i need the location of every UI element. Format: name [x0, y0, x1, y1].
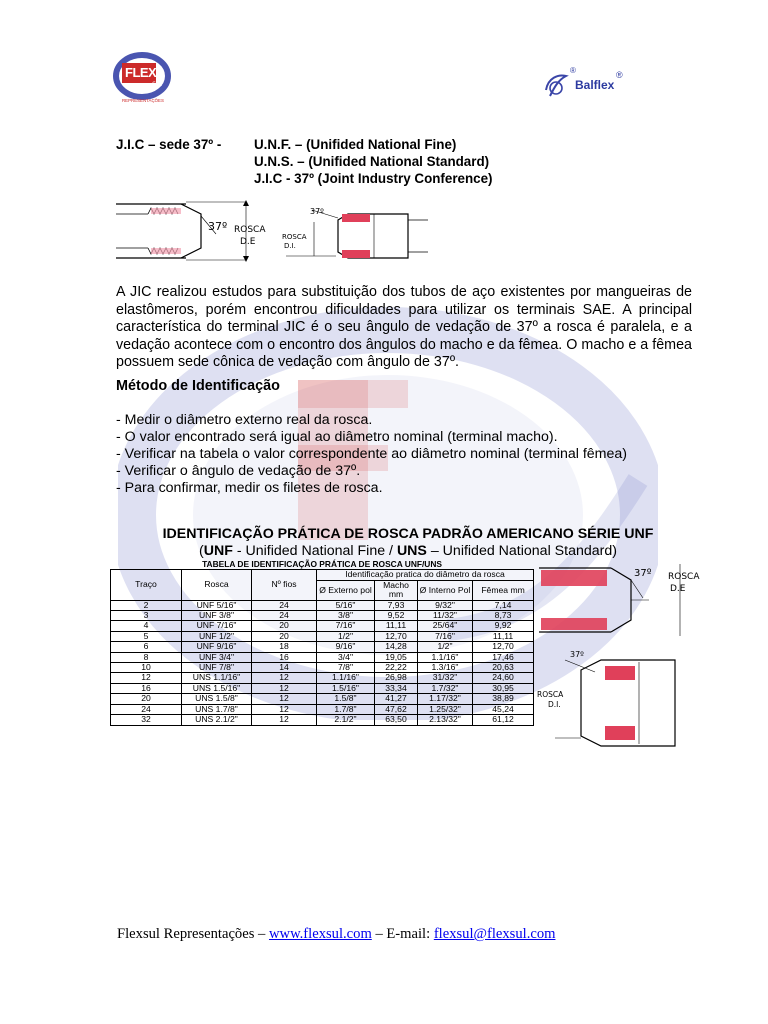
balflex-emblem-registered-mark: ®	[570, 66, 576, 75]
cell-fios: 24	[252, 611, 317, 621]
table-subtitle-uns: UNS	[396, 543, 427, 559]
identification-steps-list	[116, 412, 627, 497]
table-row	[111, 611, 534, 621]
cell-femea: 24,60	[473, 673, 534, 683]
table-row	[111, 715, 534, 725]
cell-externo: 1/2"	[317, 631, 375, 641]
flexsul-logo-text: FLEX	[125, 65, 157, 80]
cell-externo: 7/8"	[317, 663, 375, 673]
cell-interno: 31/32"	[418, 673, 473, 683]
cell-femea: 17,46	[473, 652, 534, 662]
cell-traco: 8	[111, 652, 182, 662]
table-subtitle-mid1: - Unifided National Fine /	[232, 543, 397, 559]
cell-fios: 12	[252, 704, 317, 714]
cell-femea: 38,89	[473, 694, 534, 704]
cell-interno: 1/2"	[418, 642, 473, 652]
cell-traco: 5	[111, 631, 182, 641]
cell-interno: 1.7/32"	[418, 683, 473, 693]
diagram-rosca-label: ROSCA	[234, 225, 266, 235]
balflex-logo-text: Balflex	[575, 78, 615, 92]
header-macho: Macho mm	[375, 580, 418, 600]
cell-interno: 9/32"	[418, 600, 473, 610]
cell-interno: 1.3/16"	[418, 663, 473, 673]
table-subtitle-unf: UNF	[203, 543, 233, 559]
cell-traco: 16	[111, 683, 182, 693]
table-title: IDENTIFICAÇÃO PRÁTICA DE ROSCA PADRÃO AMERICANO SÉRIE UNF	[162, 526, 654, 542]
cell-macho: 33,34	[375, 683, 418, 693]
cell-traco: 20	[111, 694, 182, 704]
cell-rosca: UNF 3/4"	[182, 652, 252, 662]
cell-macho: 47,62	[375, 704, 418, 714]
cell-traco: 3	[111, 611, 182, 621]
balflex-logo	[540, 68, 640, 104]
unf-identification-table	[110, 560, 534, 726]
table-row	[111, 642, 534, 652]
page-footer	[117, 926, 555, 943]
cell-fios: 18	[252, 642, 317, 652]
table-row	[111, 683, 534, 693]
cell-externo: 3/4"	[317, 652, 375, 662]
cell-rosca: UNS 1.5/16"	[182, 683, 252, 693]
table-subtitle	[110, 543, 706, 559]
cell-traco: 32	[111, 715, 182, 725]
cell-macho: 9,52	[375, 611, 418, 621]
cell-externo: 1.5/8"	[317, 694, 375, 704]
cell-externo: 2.1/2"	[317, 715, 375, 725]
cell-externo: 1.5/16"	[317, 683, 375, 693]
cell-fios: 14	[252, 663, 317, 673]
cell-macho: 63,50	[375, 715, 418, 725]
header-rosca: Rosca	[182, 570, 252, 600]
cell-traco: 24	[111, 704, 182, 714]
table-row	[111, 704, 534, 714]
footer-website-link[interactable]: www.flexsul.com	[268, 926, 372, 942]
cell-fios: 12	[252, 683, 317, 693]
jic-heading-line: U.N.S. – (Unifided National Standard)	[254, 154, 490, 169]
flexsul-logo	[112, 52, 176, 104]
cell-fios: 12	[252, 694, 317, 704]
flexsul-logo-script: sul	[152, 78, 163, 88]
footer-prefix: Flexsul Representações –	[117, 926, 269, 942]
cell-femea: 7,14	[473, 600, 534, 610]
cell-externo: 7/16"	[317, 621, 375, 631]
cell-macho: 22,22	[375, 663, 418, 673]
table-header-row	[111, 570, 534, 580]
cell-rosca: UNF 9/16"	[182, 642, 252, 652]
footer-email-link[interactable]: flexsul@flexsul.com	[433, 926, 556, 942]
side-de-label: D.E	[670, 584, 686, 594]
step-item: - Para confirmar, medir os filetes de rosca.	[116, 480, 383, 496]
balflex-registered-mark: ®	[616, 70, 623, 80]
cell-femea: 9,92	[473, 621, 534, 631]
balflex-emblem-icon	[540, 68, 574, 100]
cell-fios: 12	[252, 673, 317, 683]
cell-fios: 12	[252, 715, 317, 725]
diagram-di-label: D.I.	[284, 242, 296, 250]
jic-heading-definitions	[254, 136, 493, 187]
table-row	[111, 663, 534, 673]
cell-fios: 24	[252, 600, 317, 610]
cell-macho: 26,98	[375, 673, 418, 683]
cell-traco: 2	[111, 600, 182, 610]
cell-externo: 9/16"	[317, 642, 375, 652]
cell-interno: 1.1/16"	[418, 652, 473, 662]
side-di-label: D.I.	[548, 700, 561, 709]
cell-externo: 3/8"	[317, 611, 375, 621]
cell-femea: 30,95	[473, 683, 534, 693]
cell-rosca: UNF 7/8"	[182, 663, 252, 673]
cell-traco: 4	[111, 621, 182, 631]
cell-macho: 7,93	[375, 600, 418, 610]
cell-macho: 12,70	[375, 631, 418, 641]
step-item: - Medir o diâmetro externo real da rosca.	[116, 412, 373, 428]
cell-fios: 20	[252, 621, 317, 631]
side-rosca-label: ROSCA	[668, 572, 700, 582]
cell-femea: 20,63	[473, 663, 534, 673]
header-femea: Fêmea mm	[473, 580, 534, 600]
cell-interno: 2.13/32"	[418, 715, 473, 725]
cell-rosca: UNS 1.1/16"	[182, 673, 252, 683]
cell-femea: 8,73	[473, 611, 534, 621]
table-caption-row	[111, 560, 534, 570]
cell-externo: 1.7/8"	[317, 704, 375, 714]
table-row	[111, 673, 534, 683]
table-row	[111, 631, 534, 641]
diagram-angle-label: 37º	[208, 220, 228, 233]
cell-macho: 14,28	[375, 642, 418, 652]
metodo-title: Método de Identificação	[116, 378, 280, 394]
table-subtitle-mid2: – Unifided National Standard)	[426, 543, 617, 559]
step-item: - Verificar o ângulo de vedação de 37º.	[116, 463, 361, 479]
cell-traco: 12	[111, 673, 182, 683]
cell-interno: 25/64"	[418, 621, 473, 631]
cell-externo: 1.1/16"	[317, 673, 375, 683]
cell-macho: 41,27	[375, 694, 418, 704]
cell-rosca: UNF 1/2"	[182, 631, 252, 641]
cell-rosca: UNF 3/8"	[182, 611, 252, 621]
diagram-rosca2-label: ROSCA	[282, 233, 307, 241]
header-fios: Nº fios	[252, 570, 317, 600]
table-subtitle-open: (	[199, 543, 204, 559]
cell-interno: 1.17/32"	[418, 694, 473, 704]
cell-interno: 7/16"	[418, 631, 473, 641]
cell-rosca: UNS 2.1/2"	[182, 715, 252, 725]
diagram-de-label: D.E	[240, 237, 256, 247]
jic-description-paragraph: A JIC realizou estudos para substituição dos tubos de aço existentes por mangueiras de elastômeros, porém encontrou dificuldades para utilizar os terminais SAE. A principal característica do terminal JIC é o seu ângulo de vedação de 37º a rosca é paralela, e a vedação acontece com o encontro dos ângulos do macho e da fêmea. O macho e a fêmea possuem sede cônica de vedação com ângulo de 37º.	[116, 284, 692, 370]
header-traco: Traço	[111, 570, 182, 600]
cell-femea: 45,24	[473, 704, 534, 714]
cell-fios: 16	[252, 652, 317, 662]
cell-traco: 6	[111, 642, 182, 652]
cell-rosca: UNS 1.5/8"	[182, 694, 252, 704]
cell-fios: 20	[252, 631, 317, 641]
cell-traco: 10	[111, 663, 182, 673]
table-row	[111, 694, 534, 704]
table-row	[111, 652, 534, 662]
table-row	[111, 600, 534, 610]
cell-externo: 5/16"	[317, 600, 375, 610]
step-item: - O valor encontrado será igual ao diâmetro nominal (terminal macho).	[116, 429, 558, 445]
cell-femea: 12,70	[473, 642, 534, 652]
side-angle2-label: 37º	[570, 650, 584, 659]
side-rosca2-label: ROSCA	[537, 690, 564, 699]
jic-heading-label: J.I.C – sede 37º -	[116, 137, 222, 152]
footer-middle: – E-mail:	[371, 926, 434, 942]
cell-macho: 19,05	[375, 652, 418, 662]
cell-femea: 61,12	[473, 715, 534, 725]
header-group: Identificação pratica do diâmetro da rosca	[317, 570, 534, 580]
cell-interno: 11/32"	[418, 611, 473, 621]
table-row	[111, 621, 534, 631]
table-body	[111, 600, 534, 725]
cell-interno: 1.25/32"	[418, 704, 473, 714]
cell-femea: 11,11	[473, 631, 534, 641]
flexsul-logo-subtext: REPRESENTAÇÕES	[122, 98, 164, 103]
cell-rosca: UNF 7/16"	[182, 621, 252, 631]
cell-macho: 11,11	[375, 621, 418, 631]
cell-rosca: UNS 1.7/8"	[182, 704, 252, 714]
jic-heading-line: J.I.C - 37º (Joint Industry Conference)	[254, 171, 493, 186]
diagram-angle2-label: 37º	[310, 207, 324, 216]
header-interno: Ø Interno Pol	[418, 580, 473, 600]
table-caption: TABELA DE IDENTIFICAÇÃO PRÁTICA DE ROSCA UNF/UNS	[111, 560, 534, 570]
step-item: - Verificar na tabela o valor correspondente ao diâmetro nominal (terminal fêmea)	[116, 446, 628, 462]
cell-rosca: UNF 5/16"	[182, 600, 252, 610]
side-angle-label: 37º	[634, 568, 652, 579]
header-externo: Ø Externo pol	[317, 580, 375, 600]
jic-heading-line: U.N.F. – (Unifided National Fine)	[254, 137, 457, 152]
